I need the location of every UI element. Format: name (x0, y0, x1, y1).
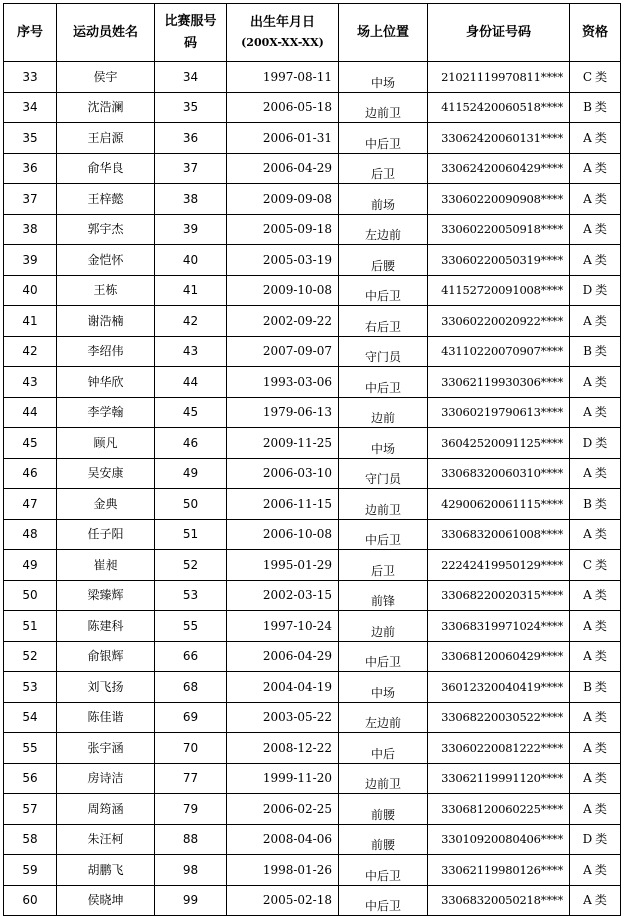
cell-position: 前场 (339, 184, 428, 215)
qualification-suffix: 类 (594, 222, 607, 237)
cell-athlete-name: 张宇涵 (57, 733, 155, 764)
cell-date-of-birth: 2006-04-29 (227, 153, 339, 184)
table-row (4, 428, 621, 459)
cell-athlete-name: 李学翰 (57, 397, 155, 428)
cell-qualification (570, 519, 621, 550)
cell-qualification (570, 306, 621, 337)
cell-id-number: 33062420060429**** (428, 153, 570, 184)
cell-athlete-name: 俞银辉 (57, 641, 155, 672)
cell-position: 中后卫 (339, 519, 428, 550)
cell-qualification (570, 885, 621, 916)
cell-position: 中后卫 (339, 367, 428, 398)
cell-date-of-birth: 1997-10-24 (227, 611, 339, 642)
header-dob (227, 4, 339, 62)
cell-qualification (570, 702, 621, 733)
table-row (4, 733, 621, 764)
cell-date-of-birth: 2005-09-18 (227, 214, 339, 245)
cell-position: 守门员 (339, 336, 428, 367)
cell-id-number: 33068220020315**** (428, 580, 570, 611)
cell-athlete-name: 梁臻辉 (57, 580, 155, 611)
cell-date-of-birth: 2002-09-22 (227, 306, 339, 337)
cell-seq: 42 (4, 336, 57, 367)
cell-jersey-number: 68 (155, 672, 227, 703)
cell-date-of-birth: 2006-11-15 (227, 489, 339, 520)
cell-position: 后卫 (339, 153, 428, 184)
qualification-grade: A (583, 649, 592, 664)
cell-id-number: 42900620061115**** (428, 489, 570, 520)
qualification-grade: A (583, 893, 592, 908)
cell-seq: 54 (4, 702, 57, 733)
table-row (4, 763, 621, 794)
qualification-suffix: 类 (594, 344, 607, 359)
cell-position: 左边前 (339, 214, 428, 245)
table-row (4, 672, 621, 703)
cell-date-of-birth: 2006-04-29 (227, 641, 339, 672)
cell-id-number: 33062119930306**** (428, 367, 570, 398)
qualification-grade: D (582, 435, 593, 450)
cell-date-of-birth: 1995-01-29 (227, 550, 339, 581)
qualification-grade: A (583, 527, 592, 542)
qualification-suffix: 类 (594, 100, 607, 115)
cell-position: 前锋 (339, 580, 428, 611)
qualification-grade: A (583, 710, 592, 725)
cell-id-number: 36012320040419**** (428, 672, 570, 703)
cell-seq: 50 (4, 580, 57, 611)
cell-athlete-name: 金典 (57, 489, 155, 520)
cell-jersey-number: 98 (155, 855, 227, 886)
cell-position: 边前卫 (339, 763, 428, 794)
cell-id-number: 33068320060310**** (428, 458, 570, 489)
cell-qualification (570, 245, 621, 276)
qualification-grade: A (583, 405, 592, 420)
qualification-suffix: 类 (594, 161, 607, 176)
cell-date-of-birth: 1979-06-13 (227, 397, 339, 428)
cell-jersey-number: 38 (155, 184, 227, 215)
header-dob-label: 出生年月日 (249, 14, 315, 30)
cell-jersey-number: 39 (155, 214, 227, 245)
athlete-roster-table (3, 3, 621, 916)
cell-position: 右后卫 (339, 306, 428, 337)
qualification-grade: A (583, 252, 592, 267)
table-row (4, 275, 621, 306)
cell-position: 中场 (339, 672, 428, 703)
cell-id-number: 33010920080406**** (428, 824, 570, 855)
cell-position: 中场 (339, 62, 428, 93)
cell-seq: 60 (4, 885, 57, 916)
qualification-grade: A (583, 313, 592, 328)
cell-qualification (570, 397, 621, 428)
table-row (4, 306, 621, 337)
cell-seq: 39 (4, 245, 57, 276)
table-row (4, 824, 621, 855)
qualification-suffix: 类 (594, 649, 607, 664)
cell-qualification (570, 336, 621, 367)
qualification-grade: B (583, 496, 592, 511)
cell-seq: 36 (4, 153, 57, 184)
qualification-suffix: 类 (595, 435, 608, 450)
header-id-number: 身份证号码 (428, 4, 570, 62)
header-seq: 序号 (4, 4, 57, 62)
cell-date-of-birth: 2009-11-25 (227, 428, 339, 459)
qualification-suffix: 类 (594, 466, 607, 481)
cell-id-number: 33060220050918**** (428, 214, 570, 245)
cell-athlete-name: 侯晓坤 (57, 885, 155, 916)
cell-position: 中后卫 (339, 123, 428, 154)
qualification-suffix: 类 (595, 832, 608, 847)
cell-jersey-number: 51 (155, 519, 227, 550)
cell-position: 中后卫 (339, 275, 428, 306)
header-row (4, 4, 621, 62)
qualification-suffix: 类 (594, 130, 607, 145)
qualification-suffix: 类 (594, 679, 607, 694)
cell-jersey-number: 41 (155, 275, 227, 306)
qualification-grade: D (582, 283, 593, 298)
cell-jersey-number: 79 (155, 794, 227, 825)
cell-id-number: 33060220050319**** (428, 245, 570, 276)
cell-athlete-name: 任子阳 (57, 519, 155, 550)
cell-seq: 55 (4, 733, 57, 764)
cell-date-of-birth: 2006-10-08 (227, 519, 339, 550)
cell-qualification (570, 367, 621, 398)
table-row (4, 702, 621, 733)
cell-position: 后卫 (339, 550, 428, 581)
cell-seq: 48 (4, 519, 57, 550)
cell-date-of-birth: 2002-03-15 (227, 580, 339, 611)
cell-qualification (570, 763, 621, 794)
cell-date-of-birth: 2006-03-10 (227, 458, 339, 489)
cell-jersey-number: 46 (155, 428, 227, 459)
cell-qualification (570, 62, 621, 93)
cell-qualification (570, 824, 621, 855)
cell-id-number: 33060220020922**** (428, 306, 570, 337)
cell-athlete-name: 陈佳谐 (57, 702, 155, 733)
cell-qualification (570, 153, 621, 184)
cell-id-number: 33068120060225**** (428, 794, 570, 825)
cell-date-of-birth: 2003-05-22 (227, 702, 339, 733)
cell-position: 前腰 (339, 824, 428, 855)
cell-qualification (570, 458, 621, 489)
cell-id-number: 33062119991120**** (428, 763, 570, 794)
cell-date-of-birth: 2009-10-08 (227, 275, 339, 306)
qualification-grade: A (583, 374, 592, 389)
cell-position: 中后卫 (339, 855, 428, 886)
cell-id-number: 33060220090908**** (428, 184, 570, 215)
cell-position: 中后卫 (339, 885, 428, 916)
cell-jersey-number: 77 (155, 763, 227, 794)
cell-jersey-number: 99 (155, 885, 227, 916)
cell-athlete-name: 周筠涵 (57, 794, 155, 825)
table-row (4, 62, 621, 93)
cell-seq: 38 (4, 214, 57, 245)
cell-jersey-number: 49 (155, 458, 227, 489)
cell-date-of-birth: 2006-05-18 (227, 92, 339, 123)
qualification-suffix: 类 (594, 252, 607, 267)
cell-jersey-number: 45 (155, 397, 227, 428)
cell-position: 后腰 (339, 245, 428, 276)
cell-id-number: 33068320050218**** (428, 885, 570, 916)
cell-athlete-name: 吴安康 (57, 458, 155, 489)
table-row (4, 458, 621, 489)
qualification-suffix: 类 (594, 527, 607, 542)
cell-date-of-birth: 2007-09-07 (227, 336, 339, 367)
cell-seq: 43 (4, 367, 57, 398)
cell-jersey-number: 55 (155, 611, 227, 642)
cell-qualification (570, 489, 621, 520)
table-row (4, 489, 621, 520)
cell-qualification (570, 855, 621, 886)
qualification-suffix: 类 (595, 69, 608, 84)
table-row (4, 214, 621, 245)
cell-jersey-number: 50 (155, 489, 227, 520)
cell-date-of-birth: 1993-03-06 (227, 367, 339, 398)
qualification-grade: A (583, 466, 592, 481)
cell-jersey-number: 52 (155, 550, 227, 581)
cell-date-of-birth: 2009-09-08 (227, 184, 339, 215)
table-row (4, 611, 621, 642)
cell-id-number: 33068120060429**** (428, 641, 570, 672)
table-row (4, 580, 621, 611)
qualification-suffix: 类 (594, 191, 607, 206)
qualification-grade: C (582, 557, 593, 572)
cell-jersey-number: 88 (155, 824, 227, 855)
qualification-grade: A (583, 862, 592, 877)
header-position: 场上位置 (339, 4, 428, 62)
qualification-grade: A (583, 222, 592, 237)
cell-athlete-name: 沈浩澜 (57, 92, 155, 123)
cell-seq: 59 (4, 855, 57, 886)
qualification-suffix: 类 (595, 557, 608, 572)
table-row (4, 855, 621, 886)
cell-athlete-name: 顾凡 (57, 428, 155, 459)
cell-qualification (570, 184, 621, 215)
table-row (4, 123, 621, 154)
cell-athlete-name: 郭宇杰 (57, 214, 155, 245)
table-row (4, 153, 621, 184)
cell-position: 边前卫 (339, 489, 428, 520)
cell-qualification (570, 275, 621, 306)
table-row (4, 92, 621, 123)
cell-seq: 34 (4, 92, 57, 123)
qualification-suffix: 类 (594, 405, 607, 420)
cell-position: 中后 (339, 733, 428, 764)
cell-jersey-number: 69 (155, 702, 227, 733)
cell-athlete-name: 谢浩楠 (57, 306, 155, 337)
cell-id-number: 33060220081222**** (428, 733, 570, 764)
qualification-grade: A (583, 618, 592, 633)
cell-jersey-number: 53 (155, 580, 227, 611)
table-row (4, 184, 621, 215)
cell-id-number: 33068320061008**** (428, 519, 570, 550)
table-row (4, 550, 621, 581)
qualification-suffix: 类 (594, 618, 607, 633)
cell-date-of-birth: 1999-11-20 (227, 763, 339, 794)
qualification-grade: B (583, 679, 592, 694)
cell-athlete-name: 刘飞扬 (57, 672, 155, 703)
cell-seq: 40 (4, 275, 57, 306)
qualification-suffix: 类 (594, 496, 607, 511)
cell-position: 守门员 (339, 458, 428, 489)
cell-athlete-name: 朱汪柯 (57, 824, 155, 855)
cell-athlete-name: 李绍伟 (57, 336, 155, 367)
cell-id-number: 36042520091125**** (428, 428, 570, 459)
qualification-grade: B (583, 344, 592, 359)
cell-position: 边前卫 (339, 92, 428, 123)
cell-id-number: 33068220030522**** (428, 702, 570, 733)
cell-athlete-name: 房诗洁 (57, 763, 155, 794)
cell-jersey-number: 44 (155, 367, 227, 398)
cell-seq: 47 (4, 489, 57, 520)
cell-athlete-name: 侯宇 (57, 62, 155, 93)
cell-qualification (570, 611, 621, 642)
cell-athlete-name: 金恺怀 (57, 245, 155, 276)
cell-jersey-number: 35 (155, 92, 227, 123)
cell-position: 边前 (339, 397, 428, 428)
cell-jersey-number: 70 (155, 733, 227, 764)
cell-date-of-birth: 2008-12-22 (227, 733, 339, 764)
cell-qualification (570, 580, 621, 611)
header-qualification: 资格 (570, 4, 621, 62)
cell-date-of-birth: 1997-08-11 (227, 62, 339, 93)
cell-seq: 56 (4, 763, 57, 794)
cell-qualification (570, 733, 621, 764)
cell-date-of-birth: 1998-01-26 (227, 855, 339, 886)
cell-athlete-name: 钟华欣 (57, 367, 155, 398)
qualification-grade: A (583, 771, 592, 786)
cell-id-number: 41152720091008**** (428, 275, 570, 306)
cell-qualification (570, 92, 621, 123)
cell-date-of-birth: 2004-04-19 (227, 672, 339, 703)
qualification-suffix: 类 (594, 862, 607, 877)
cell-jersey-number: 37 (155, 153, 227, 184)
header-name: 运动员姓名 (57, 4, 155, 62)
qualification-grade: A (583, 191, 592, 206)
table-row (4, 336, 621, 367)
cell-position: 左边前 (339, 702, 428, 733)
cell-position: 中后卫 (339, 641, 428, 672)
cell-qualification (570, 214, 621, 245)
qualification-suffix: 类 (595, 283, 608, 298)
qualification-grade: D (582, 832, 593, 847)
cell-jersey-number: 42 (155, 306, 227, 337)
qualification-suffix: 类 (594, 740, 607, 755)
cell-position: 边前 (339, 611, 428, 642)
cell-date-of-birth: 2005-02-18 (227, 885, 339, 916)
cell-position: 中场 (339, 428, 428, 459)
cell-id-number: 41152420060518**** (428, 92, 570, 123)
qualification-grade: B (583, 100, 592, 115)
qualification-grade: A (583, 588, 592, 603)
cell-qualification (570, 672, 621, 703)
qualification-suffix: 类 (594, 893, 607, 908)
cell-jersey-number: 34 (155, 62, 227, 93)
cell-seq: 33 (4, 62, 57, 93)
cell-seq: 51 (4, 611, 57, 642)
header-dob-format: (200X-XX-XX) (241, 35, 324, 49)
cell-id-number: 33060219790613**** (428, 397, 570, 428)
cell-id-number: 33062119980126**** (428, 855, 570, 886)
cell-jersey-number: 40 (155, 245, 227, 276)
cell-athlete-name: 崔昶 (57, 550, 155, 581)
cell-jersey-number: 36 (155, 123, 227, 154)
cell-seq: 57 (4, 794, 57, 825)
table-row (4, 367, 621, 398)
cell-qualification (570, 428, 621, 459)
table-row (4, 519, 621, 550)
cell-athlete-name: 王启源 (57, 123, 155, 154)
cell-seq: 35 (4, 123, 57, 154)
cell-id-number: 22242419950129**** (428, 550, 570, 581)
cell-jersey-number: 43 (155, 336, 227, 367)
cell-date-of-birth: 2006-01-31 (227, 123, 339, 154)
cell-qualification (570, 794, 621, 825)
qualification-suffix: 类 (594, 374, 607, 389)
qualification-grade: A (583, 130, 592, 145)
cell-seq: 49 (4, 550, 57, 581)
cell-athlete-name: 陈建科 (57, 611, 155, 642)
cell-athlete-name: 王栋 (57, 275, 155, 306)
table-row (4, 885, 621, 916)
roster-body (4, 62, 621, 916)
cell-seq: 53 (4, 672, 57, 703)
cell-seq: 41 (4, 306, 57, 337)
cell-jersey-number: 66 (155, 641, 227, 672)
cell-id-number: 33068319971024**** (428, 611, 570, 642)
cell-id-number: 33062420060131**** (428, 123, 570, 154)
table-row (4, 245, 621, 276)
cell-athlete-name: 俞华良 (57, 153, 155, 184)
cell-position: 前腰 (339, 794, 428, 825)
cell-id-number: 21021119970811**** (428, 62, 570, 93)
cell-id-number: 43110220070907**** (428, 336, 570, 367)
cell-date-of-birth: 2006-02-25 (227, 794, 339, 825)
qualification-grade: C (582, 69, 593, 84)
cell-seq: 46 (4, 458, 57, 489)
cell-seq: 52 (4, 641, 57, 672)
cell-athlete-name: 王梓懿 (57, 184, 155, 215)
qualification-suffix: 类 (594, 710, 607, 725)
qualification-suffix: 类 (594, 801, 607, 816)
cell-date-of-birth: 2008-04-06 (227, 824, 339, 855)
table-row (4, 641, 621, 672)
qualification-suffix: 类 (594, 771, 607, 786)
cell-date-of-birth: 2005-03-19 (227, 245, 339, 276)
qualification-suffix: 类 (594, 588, 607, 603)
qualification-grade: A (583, 801, 592, 816)
header-jersey: 比赛服号码 (155, 4, 227, 62)
cell-seq: 37 (4, 184, 57, 215)
cell-qualification (570, 550, 621, 581)
qualification-suffix: 类 (594, 313, 607, 328)
qualification-grade: A (583, 740, 592, 755)
cell-athlete-name: 胡鹏飞 (57, 855, 155, 886)
table-row (4, 794, 621, 825)
qualification-grade: A (583, 161, 592, 176)
cell-qualification (570, 641, 621, 672)
cell-seq: 44 (4, 397, 57, 428)
cell-qualification (570, 123, 621, 154)
table-row (4, 397, 621, 428)
cell-seq: 45 (4, 428, 57, 459)
cell-seq: 58 (4, 824, 57, 855)
